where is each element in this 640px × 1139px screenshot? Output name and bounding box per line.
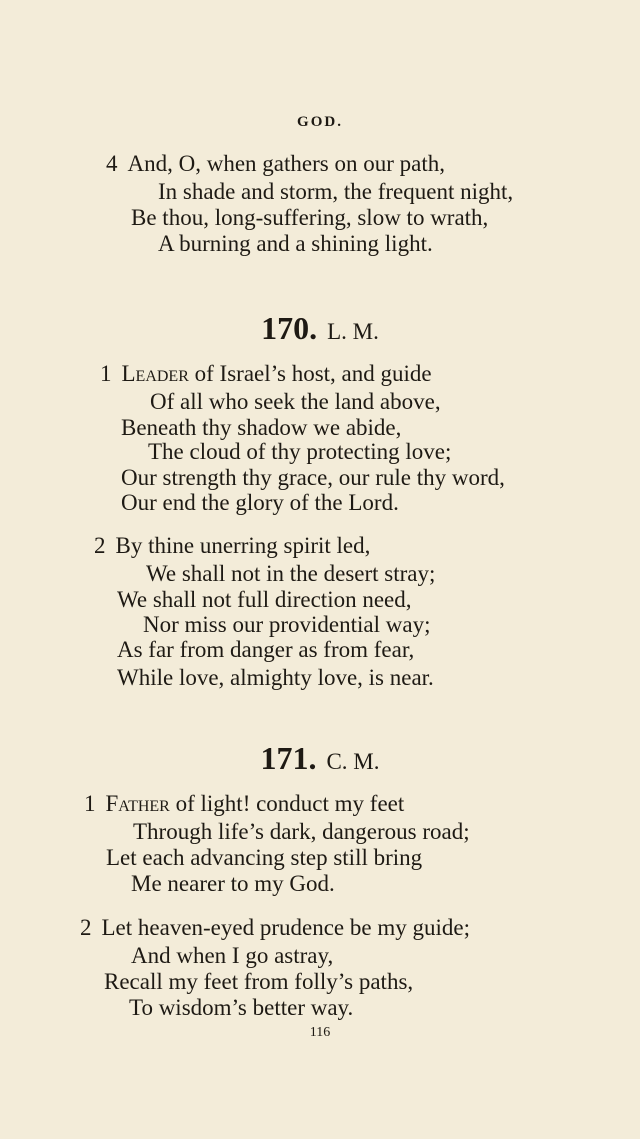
stanza-number: 2: [80, 915, 92, 940]
verse-line: We shall not in the desert stray;: [146, 561, 436, 586]
verse-line: Of all who seek the land above,: [150, 389, 441, 414]
verse-line: Through life’s dark, dangerous road;: [133, 819, 470, 844]
verse-line: Be thou, long-suffering, slow to wrath,: [131, 205, 489, 230]
verse-line: Our end the glory of the Lord.: [121, 490, 399, 515]
hymn-meter: C. M.: [326, 749, 380, 774]
stanza-number: 1: [100, 361, 112, 386]
first-word: Father: [105, 791, 170, 816]
running-head: GOD.: [297, 114, 343, 130]
hymn-number: 170.: [261, 310, 318, 346]
verse-line: As far from danger as from fear,: [117, 637, 415, 662]
verse-line: 4 And, O, when gathers on our path,: [106, 151, 445, 176]
hymn-heading: [0, 310, 640, 347]
verse-line: We shall not full direction need,: [117, 587, 412, 612]
hymn-meter: L. M.: [327, 319, 379, 344]
verse-line: In shade and storm, the frequent night,: [158, 179, 514, 204]
verse-line: 2 By thine unerring spirit led,: [94, 533, 371, 558]
first-word: Leader: [121, 361, 189, 386]
verse-line: Nor miss our providential way;: [143, 612, 431, 637]
verse-line: 1 Father of light! conduct my feet: [84, 791, 405, 816]
verse-line: To wisdom’s better way.: [129, 995, 354, 1020]
stanza-number: 1: [84, 791, 96, 816]
stanza-number: 4: [106, 151, 118, 176]
verse-line: A burning and a shining light.: [158, 231, 433, 256]
verse-line: Our strength thy grace, our rule thy word,: [121, 465, 505, 490]
verse-line: Me nearer to my God.: [131, 871, 335, 896]
verse-line: Recall my feet from folly’s paths,: [104, 969, 414, 994]
verse-line: 1 Leader of Israel’s host, and guide: [100, 361, 432, 386]
verse-line: Let each advancing step still bring: [106, 845, 423, 870]
verse-line: While love, almighty love, is near.: [117, 665, 434, 690]
verse-line: Beneath thy shadow we abide,: [121, 415, 402, 440]
page-number: 116: [309, 1025, 331, 1040]
hymn-heading: [0, 740, 640, 777]
verse-line: 2 Let heaven-eyed prudence be my guide;: [80, 915, 470, 940]
verse-line: And when I go astray,: [131, 943, 334, 968]
verse-line: The cloud of thy protecting love;: [148, 439, 452, 464]
stanza-number: 2: [94, 533, 106, 558]
hymn-number: 171.: [260, 740, 317, 776]
